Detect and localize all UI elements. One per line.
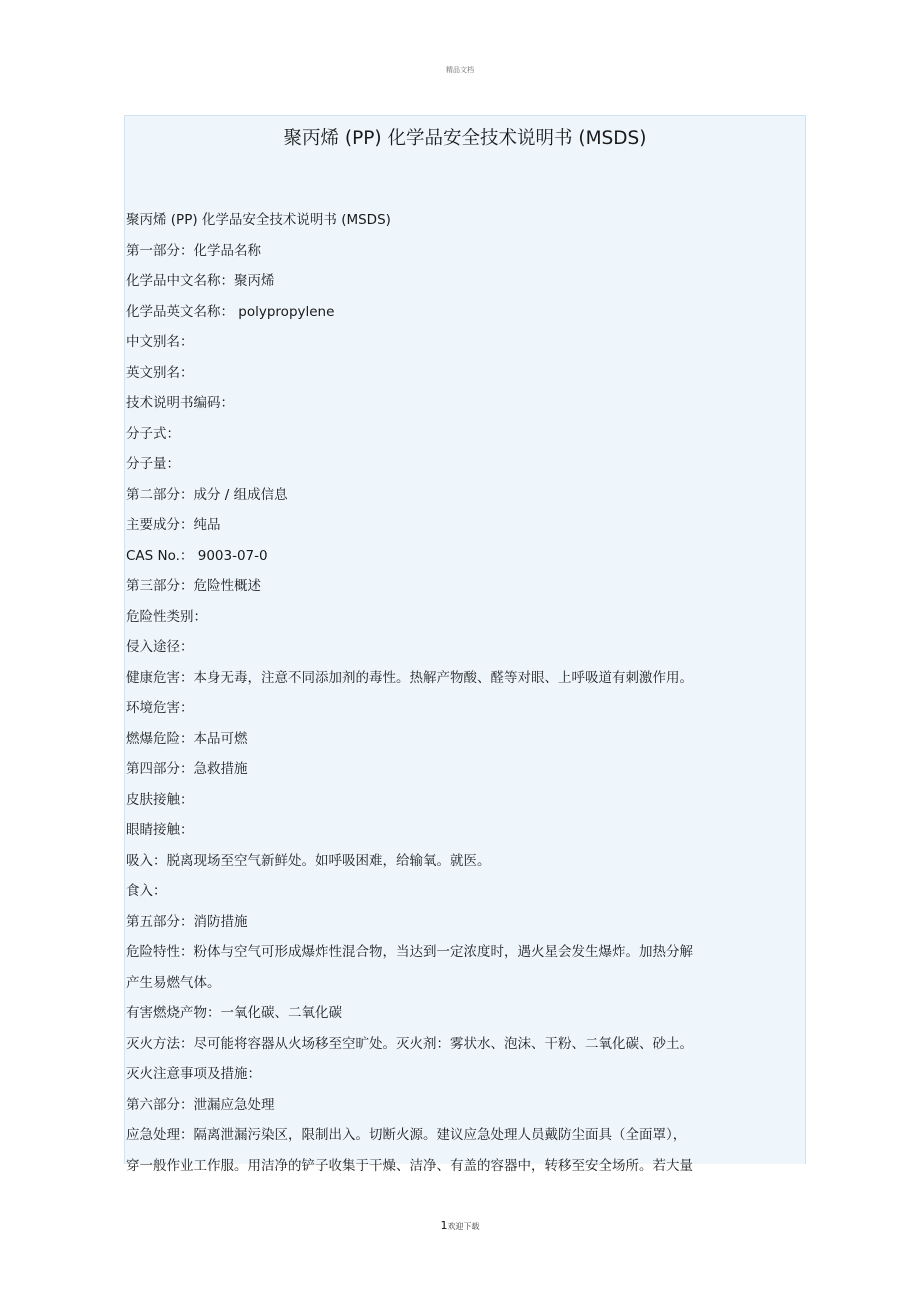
text-line: 聚丙烯 (PP) 化学品安全技术说明书 (MSDS) (126, 212, 391, 228)
text-line: 侵入途径： (126, 639, 194, 655)
text-line: 眼睛接触： (126, 822, 194, 838)
text-line: 第一部分：化学品名称 (126, 242, 261, 259)
page-number: 1 (440, 1219, 448, 1232)
text-line: 皮肤接触： (126, 791, 194, 808)
text-line: 燃爆危险：本品可燃 (126, 730, 248, 747)
text-line: 灭火方法：尽可能将容器从火场移至空旷处。灭火剂：雾状水、泡沫、干粉、二氧化碳、砂土。 (126, 1035, 693, 1052)
text-line: 分子量： (126, 456, 180, 472)
text-line: 第二部分：成分 / 组成信息 (126, 486, 288, 503)
text-line: 产生易燃气体。 (126, 974, 221, 991)
text-line: 分子式： (126, 425, 180, 442)
text-line: 化学品英文名称： polypropylene (126, 303, 335, 320)
text-line: 食入： (126, 883, 167, 899)
text-line: 第四部分：急救措施 (126, 761, 248, 777)
text-line: 第三部分：危险性概述 (126, 578, 261, 594)
footer-text: 欢迎下载 (447, 1222, 480, 1231)
text-line: 第五部分：消防措施 (126, 913, 248, 930)
text-line: 主要成分：纯品 (126, 517, 221, 533)
page-footer (0, 1219, 920, 1232)
text-line: 英文别名： (126, 364, 194, 381)
document-title: 聚丙烯 (PP) 化学品安全技术说明书 (MSDS) (283, 128, 647, 149)
document-content (126, 209, 786, 1185)
text-line: 化学品中文名称：聚丙烯 (126, 273, 275, 289)
document-body (124, 115, 806, 1174)
text-line: 危险特性：粉体与空气可形成爆炸性混合物，当达到一定浓度时，遇火星会发生爆炸。加热分解 (126, 944, 693, 960)
text-line: CAS No.： 9003-07-0 (126, 547, 268, 564)
page-header: 精品文档 (446, 66, 474, 74)
text-line: 危险性类别： (126, 608, 207, 625)
text-line: 穿一般作业工作服。用洁净的铲子收集于干燥、洁净、有盖的容器中，转移至安全场所。若大量 (126, 1157, 693, 1174)
text-line: 吸入：脱离现场至空气新鲜处。如呼吸困难，给输氧。就医。 (126, 852, 491, 869)
text-line: 技术说明书编码： (126, 395, 234, 411)
text-line: 应急处理：隔离泄漏污染区，限制出入。切断火源。建议应急处理人员戴防尘面具（全面罩）， (126, 1127, 687, 1143)
text-line: 环境危害： (126, 700, 194, 716)
text-line: 中文别名： (126, 334, 194, 350)
text-line: 第六部分：泄漏应急处理 (126, 1096, 275, 1113)
text-line: 有害燃烧产物：一氧化碳、二氧化碳 (126, 1005, 342, 1021)
text-line: 健康危害：本身无毒，注意不同添加剂的毒性。热解产物酸、醛等对眼、上呼吸道有刺激作用。 (126, 669, 693, 686)
text-line: 灭火注意事项及措施： (126, 1066, 261, 1082)
